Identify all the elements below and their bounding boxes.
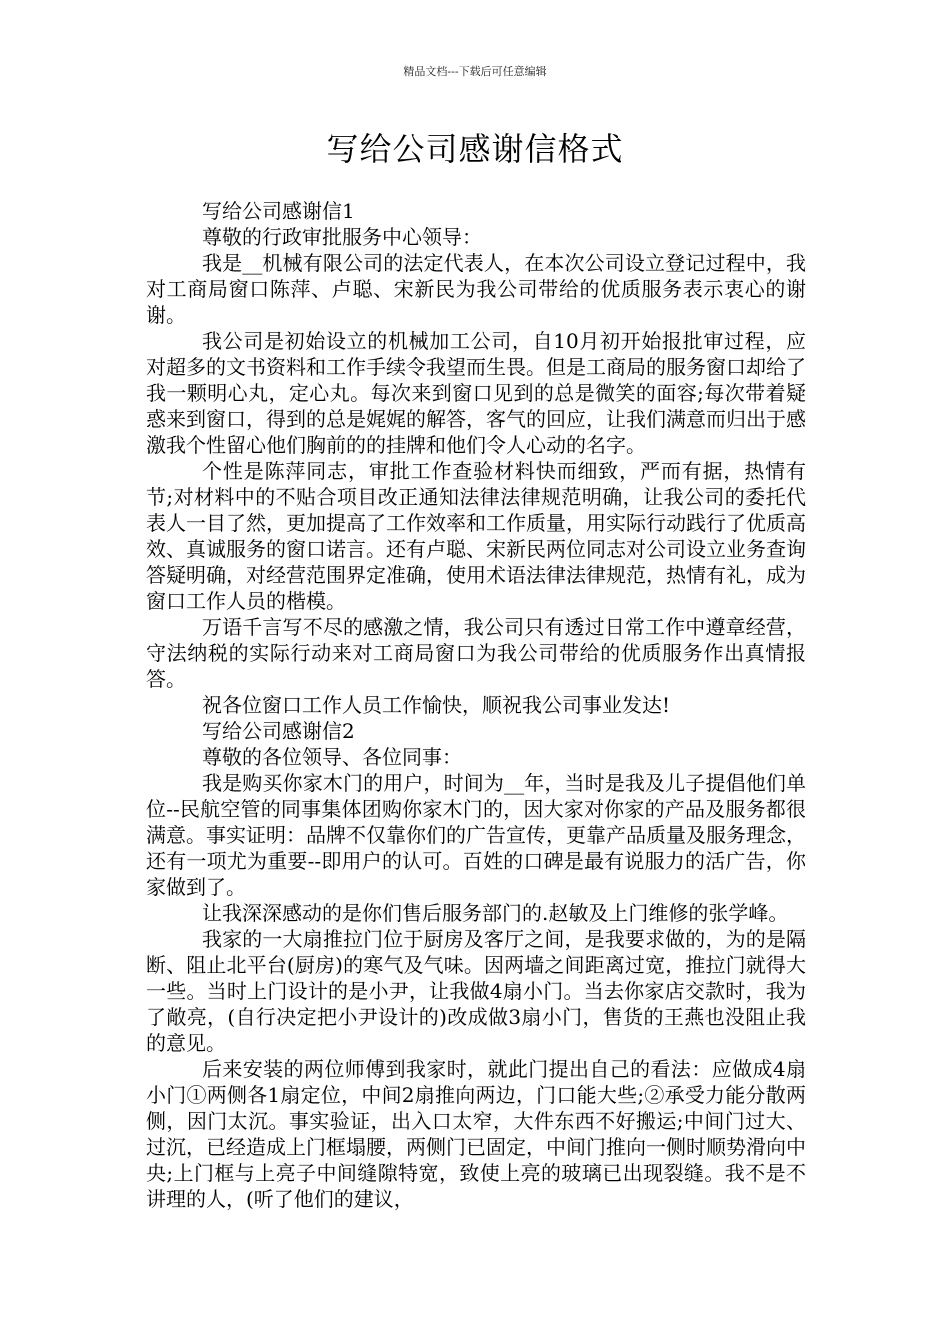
paragraph: 尊敬的行政审批服务中心领导：: [202, 225, 482, 249]
paragraph: 万语千言写不尽的感激之情，我公司只有透过日常工作中遵章经营，守法纳税的实际行动来对工商局窗口为我公司带给的优质服务作出真情报答。: [146, 615, 806, 691]
paragraph: 个性是陈萍同志，审批工作查验材料快而细致，严而有据，热情有节;对材料中的不贴合项目改正通知法律法律规范明确，让我公司的委托代表人一目了然，更加提高了工作效率和工作质量，用实际行动践行了优质高效、真诚服务的窗口诺言。还有卢聪、宋新民两位同志对公司设立业务查询答疑明确，对经营范围界定准确，使用术语法律法律规范，热情有礼，成为窗口工作人员的楷模。: [146, 459, 806, 613]
paragraph: 我是购买你家木门的用户，时间为__年，当时是我及儿子提倡他们单位--民航空管的同事集体团购你家木门的，因大家对你家的产品及服务都很满意。事实证明：品牌不仅靠你们的广告宣传，更靠产品质量及服务理念，还有一项尤为重要--即用户的认可。百姓的口碑是最有说服力的活广告，你家做到了。: [146, 771, 806, 899]
document-title: 写给公司感谢信格式: [326, 130, 624, 168]
paragraph: 后来安装的两位师傅到我家时，就此门提出自己的看法：应做成4扇小门①两侧各1扇定位，中间2扇推向两边，门口能大些;②承受力能分散两侧，因门太沉。事实验证，出入口太窄，大件东西不好搬运;中间门过大、过沉，已经造成上门框塌腰，两侧门已固定，中间门推向一侧时顺势滑向中央;上门框与上亮子中间缝隙特宽，致使上亮的玻璃已出现裂缝。我不是不讲理的人，(听了他们的建议，: [146, 1057, 806, 1211]
document-body: [146, 198, 806, 1212]
paragraph: 尊敬的各位领导、各位同事：: [202, 745, 462, 769]
paragraph: 祝各位窗口工作人员工作愉快，顺祝我公司事业发达!: [202, 693, 671, 717]
paragraph: 我家的一大扇推拉门位于厨房及客厅之间，是我要求做的，为的是隔断、阻止北平台(厨房)的寒气及气味。因两墙之间距离过宽，推拉门就得大一些。当时上门设计的是小尹，让我做4扇小门。当去你家店交款时，我为了敞亮，(自行决定把小尹设计的)改成做3扇小门，售货的王燕也没阻止我的意见。: [146, 927, 806, 1055]
paragraph: 我是__机械有限公司的法定代表人，在本次公司设立登记过程中，我对工商局窗口陈萍、卢聪、宋新民为我公司带给的优质服务表示衷心的谢谢。: [146, 251, 806, 327]
header-note: 精品文档---下载后可任意编辑: [403, 65, 547, 78]
paragraph: 写给公司感谢信1: [202, 199, 355, 223]
paragraph: 我公司是初始设立的机械加工公司，自10月初开始报批审过程，应对超多的文书资料和工作手续令我望而生畏。但是工商局的服务窗口却给了我一颗明心丸，定心丸。每次来到窗口见到的总是微笑的面容;每次带着疑惑来到窗口，得到的总是娓娓的解答，客气的回应，让我们满意而归出于感激我个性留心他们胸前的的挂牌和他们令人心动的名字。: [146, 329, 806, 457]
paragraph: 让我深深感动的是你们售后服务部门的.赵敏及上门维修的张学峰。: [202, 901, 789, 925]
paragraph: 写给公司感谢信2: [202, 719, 355, 743]
